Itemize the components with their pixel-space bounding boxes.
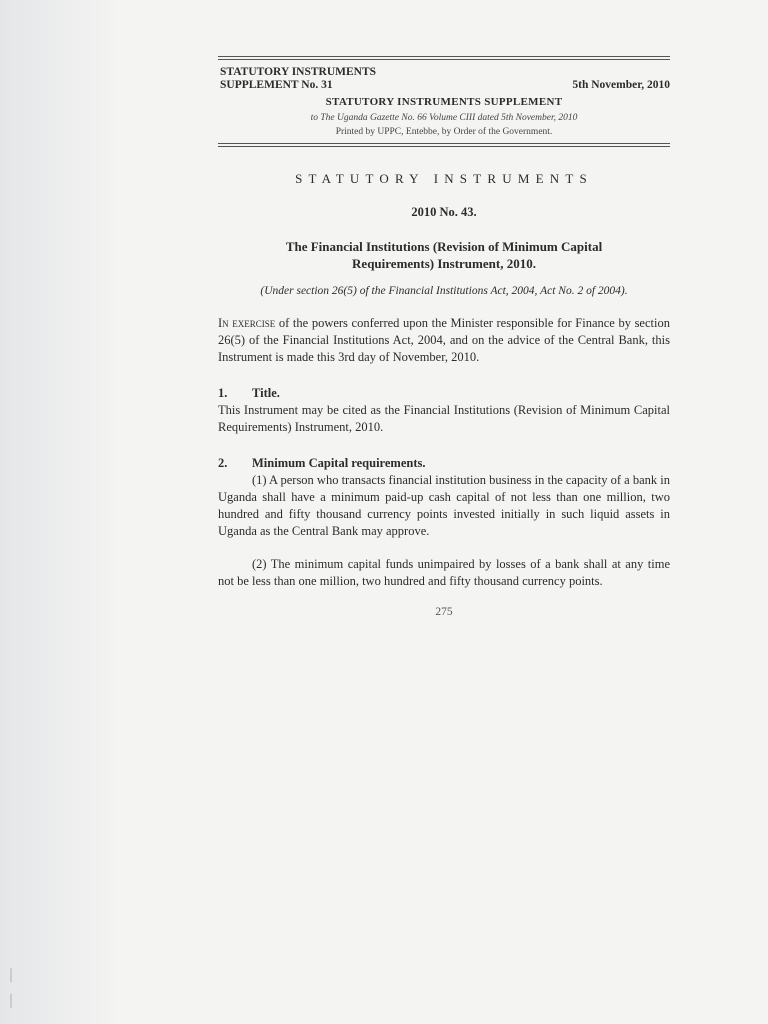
instruments-heading: STATUTORY INSTRUMENTS — [295, 171, 593, 186]
printer-line: Printed by UPPC, Entebbe, by Order of the Government. — [335, 127, 553, 137]
header-bottom-rule — [218, 143, 670, 147]
instrument-number: 2010 No. 43. — [411, 205, 477, 219]
series-line-2: SUPPLEMENT No. 31 — [220, 79, 333, 91]
scan-edge-mark — [10, 994, 12, 1008]
supplement-title: STATUTORY INSTRUMENTS SUPPLEMENT — [325, 96, 563, 108]
instrument-title-line-1: The Financial Institutions (Revision of Minimum Capital — [285, 239, 603, 254]
instrument-title — [218, 238, 670, 272]
series-line-1: STATUTORY INSTRUMENTS — [220, 66, 377, 78]
series-label — [220, 66, 376, 92]
section-2-heading — [218, 455, 670, 472]
page-number: 275 — [435, 606, 453, 618]
section-2-subsection-1: (1) A person who transacts financial institution business in the capacity of a bank in Uganda shall have a minimum paid-up cash capital of not less than one million, two hundred and fifty thousand currency points invested initially in such liquid assets in Uganda as the Central Bank may approve. — [218, 473, 670, 538]
section-1-title: Title. — [252, 386, 280, 400]
section-2-subsection-2: (2) The minimum capital funds unimpaired by losses of a bank shall at any time not be less than one million, two hundred and fifty thousand currency points. — [218, 557, 670, 588]
enabling-provision: (Under section 26(5) of the Financial Institutions Act, 2004, Act No. 2 of 2004). — [260, 285, 628, 297]
section-2-number: 2. — [218, 456, 228, 470]
document-page — [218, 56, 670, 618]
preamble-paragraph — [218, 315, 670, 366]
page-edge-shadow — [0, 0, 120, 1024]
instrument-title-line-2: Requirements) Instrument, 2010. — [352, 256, 536, 271]
header-top-rule — [218, 56, 670, 60]
section-1-number: 1. — [218, 386, 228, 400]
section-2-title: Minimum Capital requirements. — [252, 456, 426, 470]
preamble-text: of the powers conferred upon the Minister responsible for Finance by section 26(5) of the Financial Institutions Act, 2004, and on the advice of the Central Bank, this Instrument is made this 3rd day of November, 2010. — [218, 316, 670, 364]
gazette-header — [218, 66, 670, 92]
gazette-reference: to The Uganda Gazette No. 66 Volume CIII dated 5th November, 2010 — [310, 113, 578, 123]
scan-edge-mark — [10, 968, 12, 982]
section-1-text: This Instrument may be cited as the Financial Institutions (Revision of Minimum Capital Requirements) Instrument, 2010. — [218, 403, 670, 434]
section-1-heading — [218, 385, 670, 402]
preamble-lead: In exercise — [218, 316, 276, 330]
gazette-date: 5th November, 2010 — [572, 79, 670, 91]
